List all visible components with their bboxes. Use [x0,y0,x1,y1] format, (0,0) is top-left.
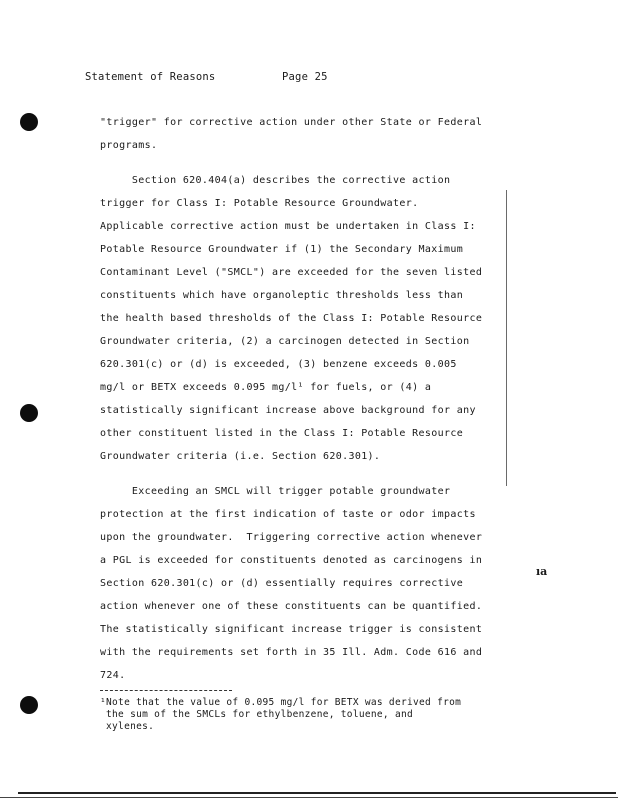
body-line: constituents which have organoleptic thresholds less than [100,290,464,301]
page-number: Page 25 [282,71,328,83]
body-line: Section 620.301(c) or (d) essentially requires corrective [100,578,464,589]
body-line: Contaminant Level ("SMCL") are exceeded for the seven listed [100,267,483,278]
punch-hole [20,404,38,422]
body-line: the health based thresholds of the Class I: Potable Resource [100,313,483,324]
body-line: The statistically significant increase trigger is consistent [100,624,483,635]
body-line: protection at the first indication of taste or odor impacts [100,509,476,520]
body-line: mg/l or BETX exceeds 0.095 mg/l¹ for fuels, or (4) a [100,382,432,393]
body-line: statistically significant increase above background for any [100,405,476,416]
body-line: Exceeding an SMCL will trigger potable groundwater [100,486,451,497]
body-line: Groundwater criteria (i.e. Section 620.301). [100,451,381,462]
body-line: with the requirements set forth in 35 Ill. Adm. Code 616 and [100,647,483,658]
scan-edge-rule [0,797,618,798]
body-line: action whenever one of these constituents can be quantified. [100,601,483,612]
scan-edge-rule [18,792,616,794]
revision-bar [506,190,507,486]
body-line: trigger for Class I: Potable Resource Groundwater. [100,198,419,209]
body-line: programs. [100,140,158,151]
body-line: other constituent listed in the Class I: Potable Resource [100,428,464,439]
body-line: 620.301(c) or (d) is exceeded, (3) benzene exceeds 0.005 [100,359,457,370]
body-line: "trigger" for corrective action under other State or Federal [100,117,483,128]
body-line: upon the groundwater. Triggering corrective action whenever [100,532,483,543]
punch-hole [20,696,38,714]
body-line: Section 620.404(a) describes the corrective action [100,175,451,186]
punch-hole [20,113,38,131]
body-line: Groundwater criteria, (2) a carcinogen detected in Section [100,336,470,347]
body-line: Potable Resource Groundwater if (1) the Secondary Maximum [100,244,464,255]
body-line: 724. [100,670,126,681]
header-title: Statement of Reasons [85,71,216,83]
body-line: a PGL is exceeded for constituents denoted as carcinogens in [100,555,483,566]
footnote-line: xylenes. [100,721,155,732]
margin-handwritten-mark: ıa [536,565,548,578]
footnote-line: the sum of the SMCLs for ethylbenzene, toluene, and [100,709,414,720]
footnote-line: ¹Note that the value of 0.095 mg/l for BETX was derived from [100,697,462,708]
footnote-separator [100,690,232,691]
body-line: Applicable corrective action must be undertaken in Class I: [100,221,476,232]
